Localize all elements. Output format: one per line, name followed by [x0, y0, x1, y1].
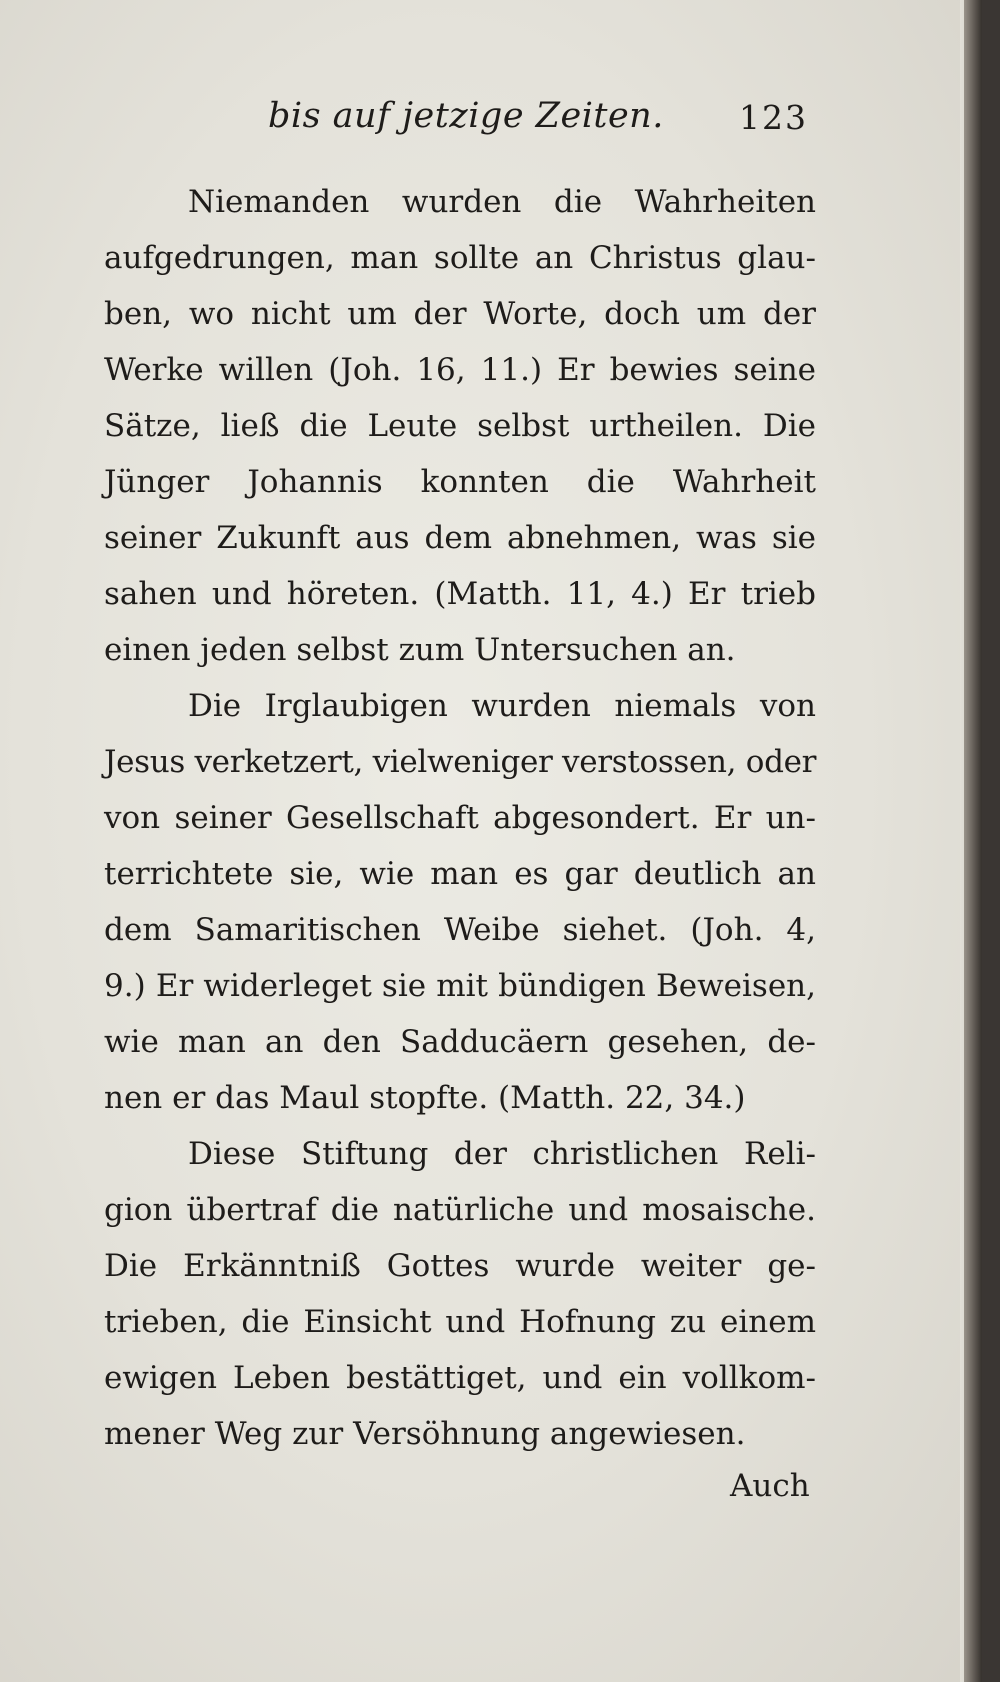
text-line: trieben, die Einsicht und Hofnung zu einem: [104, 1304, 816, 1340]
text-line: Sätze, ließ die Leute selbst urtheilen. Die: [104, 408, 816, 444]
text-line: mener Weg zur Versöhnung angewiesen.: [104, 1416, 746, 1452]
body-text: [104, 174, 816, 1462]
text-line: dem Samaritischen Weibe siehet. (Joh. 4,: [104, 912, 816, 948]
text-line: ben, wo nicht um der Worte, doch um der: [104, 296, 816, 332]
text-line: 9.) Er widerleget sie mit bündigen Beweisen,: [104, 968, 816, 1004]
text-line: Die Irglaubigen wurden niemals von: [188, 688, 816, 724]
page-header: [268, 96, 808, 152]
page-number: 123: [739, 98, 808, 137]
text-line: sahen und höreten. (Matth. 11, 4.) Er trieb: [104, 576, 816, 612]
text-line: Niemanden wurden die Wahrheiten: [188, 184, 816, 220]
book-gutter: [964, 0, 982, 1682]
text-line: gion übertraf die natürliche und mosaische.: [104, 1192, 816, 1228]
text-line: seiner Zukunft aus dem abnehmen, was sie: [104, 520, 816, 556]
text-line: von seiner Gesellschaft abgesondert. Er un-: [104, 800, 816, 836]
text-line: Jesus verketzert, vielweniger verstossen, oder: [104, 744, 817, 780]
text-line: wie man an den Sadducäern gesehen, de-: [104, 1024, 816, 1060]
text-line: Die Erkänntniß Gottes wurde weiter ge-: [104, 1248, 816, 1284]
catchword: Auch: [730, 1468, 810, 1504]
text-line: Diese Stiftung der christlichen Reli-: [188, 1136, 816, 1172]
text-line: ewigen Leben bestättiget, und ein vollkom-: [104, 1360, 816, 1396]
text-line: Jünger Johannis konnten die Wahrheit: [104, 464, 816, 500]
running-head: bis auf jetzige Zeiten.: [268, 96, 664, 136]
text-line: terrichtete sie, wie man es gar deutlich an: [104, 856, 816, 892]
text-line: aufgedrungen, man sollte an Christus glau-: [104, 240, 816, 276]
text-line: nen er das Maul stopfte. (Matth. 22, 34.): [104, 1080, 746, 1116]
text-line: einen jeden selbst zum Untersuchen an.: [104, 632, 736, 668]
text-line: Werke willen (Joh. 16, 11.) Er bewies seine: [104, 352, 816, 388]
